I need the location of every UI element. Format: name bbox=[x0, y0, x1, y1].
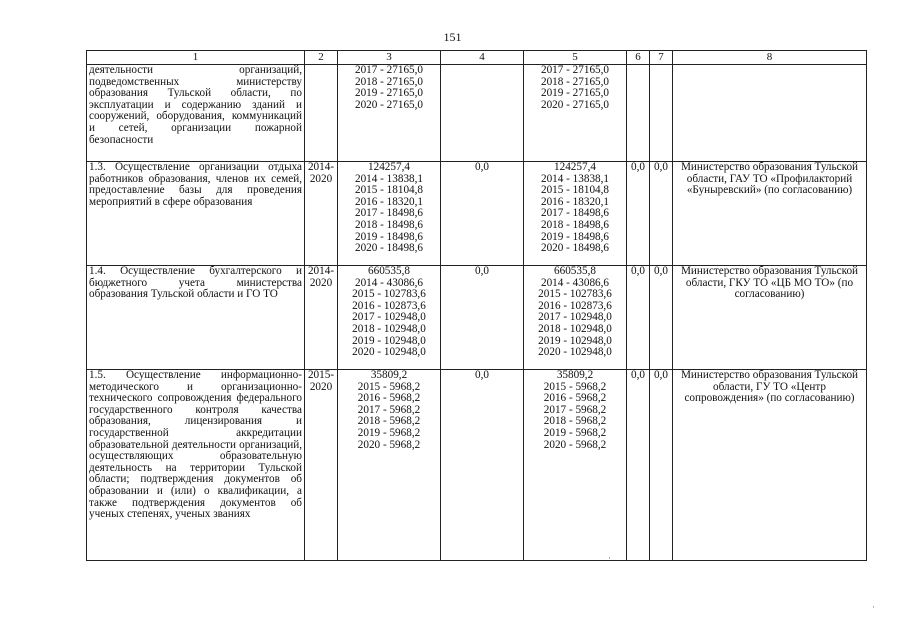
funding-line: 2020 - 18498,6 bbox=[540, 242, 610, 255]
column-header: 2 bbox=[305, 51, 338, 65]
funding-line: 2020 - 5968,2 bbox=[357, 438, 421, 451]
funding-line: 2015 - 18104,8 bbox=[540, 184, 610, 197]
local-budget-cell: 0,0 bbox=[627, 162, 650, 266]
funding-line: 124257,4 bbox=[368, 161, 410, 173]
column-header: 7 bbox=[650, 51, 673, 65]
funding-line: 660535,8 bbox=[554, 265, 596, 277]
extra-budget-cell: 0,0 bbox=[650, 266, 673, 370]
funding-line: 2017 - 102948,0 bbox=[352, 311, 426, 324]
funding-line: 2017 - 102948,0 bbox=[538, 311, 612, 324]
period-cell: 2014-2020 bbox=[305, 266, 338, 370]
regional-budget-cell bbox=[524, 370, 627, 561]
funding-line: 2015 - 102783,6 bbox=[538, 288, 612, 301]
funding-line: 2016 - 18320,1 bbox=[354, 195, 424, 208]
period-cell bbox=[305, 65, 338, 162]
federal-budget-cell bbox=[441, 65, 524, 162]
total-funding-cell bbox=[338, 162, 441, 266]
local-budget-cell: 0,0 bbox=[627, 370, 650, 561]
funding-line: 2016 - 18320,1 bbox=[540, 195, 610, 208]
funding-line: 2017 - 18498,6 bbox=[354, 207, 424, 220]
total-funding-cell bbox=[338, 266, 441, 370]
funding-line: 2019 - 5968,2 bbox=[357, 426, 421, 439]
funding-line: 2018 - 18498,6 bbox=[354, 218, 424, 231]
funding-line: 2020 - 102948,0 bbox=[538, 346, 612, 359]
funding-line: 2014 - 43086,6 bbox=[354, 276, 424, 289]
funding-line: 2017 - 27165,0 bbox=[540, 64, 610, 76]
scan-speck: · bbox=[608, 553, 611, 563]
activity-name-cell: 1.3. Осуществление организации отдыха работников образования, членов их семей, предоставление базы для проведения мероприятий в сфере образования bbox=[87, 162, 305, 266]
funding-line: 2015 - 102783,6 bbox=[352, 288, 426, 301]
extra-budget-cell: 0,0 bbox=[650, 370, 673, 561]
page-number: 151 bbox=[443, 30, 462, 44]
regional-budget-cell bbox=[524, 65, 627, 162]
executor-cell bbox=[673, 65, 867, 162]
total-funding-cell bbox=[338, 65, 441, 162]
funding-line: 2015 - 5968,2 bbox=[357, 380, 421, 393]
funding-line: 2016 - 102873,6 bbox=[538, 299, 612, 312]
funding-line: 2016 - 5968,2 bbox=[357, 392, 421, 405]
federal-budget-cell: 0,0 bbox=[441, 370, 524, 561]
activity-name-cell: деятельности организаций, подведомственных министерству образования Тульской области, по эксплуатации и содержанию зданий и сооружений, оборудования, коммуникаций и сетей, организации пожарной безопасности bbox=[87, 65, 305, 162]
regional-budget-cell bbox=[524, 266, 627, 370]
funding-line: 2015 - 5968,2 bbox=[543, 380, 607, 393]
regional-budget-cell bbox=[524, 162, 627, 266]
scan-speck: · bbox=[872, 602, 875, 612]
table-row bbox=[87, 370, 867, 561]
funding-line: 35809,2 bbox=[556, 369, 594, 381]
column-header: 3 bbox=[338, 51, 441, 65]
federal-budget-cell: 0,0 bbox=[441, 162, 524, 266]
activity-name-cell: 1.5. Осуществление информационно-методического и организационно-технического сопровождения федерального государственного контроля качества образования, лицензирования и государственной аккредитации образовательной деятельности организаций, осуществляющих образовательную деятельность на территории Тульской области; подтверждения документов об образовании и (или) о квалификации, а также подтверждения документов об ученых степенях, ученых званиях bbox=[87, 370, 305, 561]
funding-line: 2020 - 102948,0 bbox=[352, 346, 426, 359]
activity-name-cell: 1.4. Осуществление бухгалтерского и бюджетного учета министерства образования Тульской области и ГО ТО bbox=[87, 266, 305, 370]
funding-line: 2020 - 27165,0 bbox=[354, 98, 424, 111]
program-table bbox=[86, 50, 867, 561]
extra-budget-cell bbox=[650, 65, 673, 162]
column-header: 1 bbox=[87, 51, 305, 65]
funding-line: 2019 - 18498,6 bbox=[540, 230, 610, 243]
column-header: 4 bbox=[441, 51, 524, 65]
table-header-row bbox=[87, 51, 867, 65]
column-header: 5 bbox=[524, 51, 627, 65]
period-cell: 2015-2020 bbox=[305, 370, 338, 561]
funding-line: 2018 - 102948,0 bbox=[352, 322, 426, 335]
funding-line: 2020 - 5968,2 bbox=[543, 438, 607, 451]
funding-line: 2019 - 102948,0 bbox=[352, 334, 426, 347]
funding-line: 2018 - 102948,0 bbox=[538, 322, 612, 335]
funding-line: 2017 - 27165,0 bbox=[354, 64, 424, 76]
executor-cell: Министерство образования Тульской области, ГАУ ТО «Профилакторий «Буныревский» (по согласованию) bbox=[673, 162, 867, 266]
funding-line: 2017 - 5968,2 bbox=[357, 403, 421, 416]
funding-line: 660535,8 bbox=[368, 265, 410, 277]
funding-line: 2017 - 18498,6 bbox=[540, 207, 610, 220]
column-header: 6 bbox=[627, 51, 650, 65]
executor-cell: Министерство образования Тульской области, ГКУ ТО «ЦБ МО ТО» (по согласованию) bbox=[673, 266, 867, 370]
funding-line: 2014 - 13838,1 bbox=[354, 172, 424, 185]
federal-budget-cell: 0,0 bbox=[441, 266, 524, 370]
funding-line: 2018 - 5968,2 bbox=[543, 415, 607, 428]
total-funding-cell bbox=[338, 370, 441, 561]
local-budget-cell: 0,0 bbox=[627, 266, 650, 370]
period-cell: 2014-2020 bbox=[305, 162, 338, 266]
funding-line: 2020 - 18498,6 bbox=[354, 242, 424, 255]
local-budget-cell bbox=[627, 65, 650, 162]
table-row bbox=[87, 266, 867, 370]
funding-line: 2014 - 43086,6 bbox=[540, 276, 610, 289]
funding-line: 2018 - 27165,0 bbox=[354, 75, 424, 88]
funding-line: 2016 - 5968,2 bbox=[543, 392, 607, 405]
funding-line: 2019 - 18498,6 bbox=[354, 230, 424, 243]
funding-line: 2019 - 27165,0 bbox=[540, 87, 610, 100]
funding-line: 2015 - 18104,8 bbox=[354, 184, 424, 197]
funding-line: 2020 - 27165,0 bbox=[540, 98, 610, 111]
column-header: 8 bbox=[673, 51, 867, 65]
table-row bbox=[87, 162, 867, 266]
funding-line: 2014 - 13838,1 bbox=[540, 172, 610, 185]
funding-line: 2016 - 102873,6 bbox=[352, 299, 426, 312]
funding-line: 2019 - 27165,0 bbox=[354, 87, 424, 100]
executor-cell: Министерство образования Тульской области, ГУ ТО «Центр сопровождения» (по согласованию) bbox=[673, 370, 867, 561]
funding-line: 35809,2 bbox=[370, 369, 408, 381]
funding-line: 2018 - 18498,6 bbox=[540, 218, 610, 231]
funding-line: 2018 - 27165,0 bbox=[540, 75, 610, 88]
funding-line: 124257,4 bbox=[554, 161, 596, 173]
funding-line: 2018 - 5968,2 bbox=[357, 415, 421, 428]
extra-budget-cell: 0,0 bbox=[650, 162, 673, 266]
funding-line: 2019 - 102948,0 bbox=[538, 334, 612, 347]
funding-line: 2019 - 5968,2 bbox=[543, 426, 607, 439]
table-row bbox=[87, 65, 867, 162]
funding-line: 2017 - 5968,2 bbox=[543, 403, 607, 416]
